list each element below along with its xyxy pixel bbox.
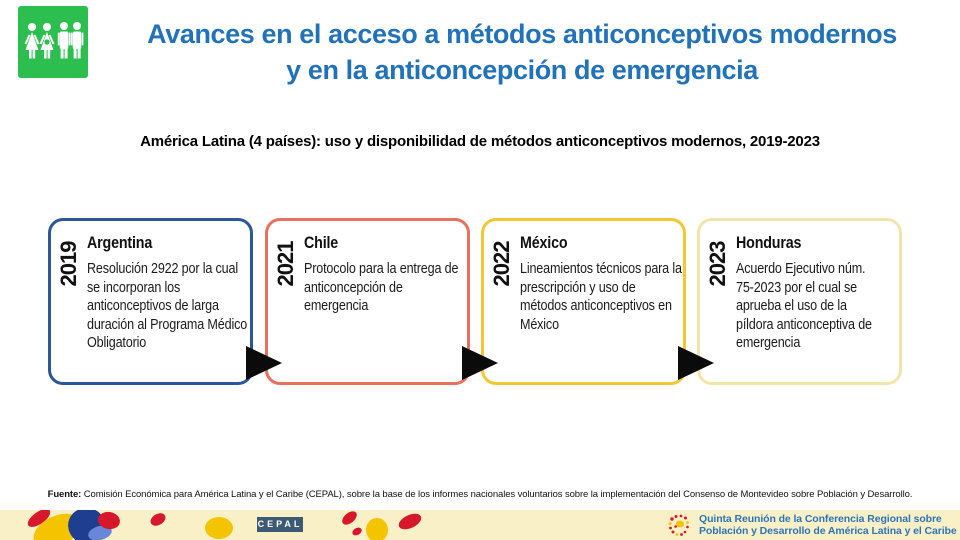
conference-title-line1: Quinta Reunión de la Conferencia Regional sobre <box>699 513 942 525</box>
timeline-country: México <box>520 233 568 252</box>
source-note <box>40 489 920 500</box>
decorative-dot <box>366 518 388 540</box>
conference-logo <box>666 513 691 538</box>
decorative-dot <box>340 510 359 527</box>
timeline-box-mexico <box>481 218 686 385</box>
source-label: Fuente: <box>47 489 82 500</box>
timeline-country: Chile <box>304 233 339 252</box>
timeline-year: 2022 <box>489 241 514 287</box>
cepal-logo: CEPAL <box>257 517 303 532</box>
timeline-country: Argentina <box>87 233 153 252</box>
decorative-dot <box>148 511 167 529</box>
timeline-description: Lineamientos técnicos para la prescripción y uso de métodos anticonceptivos en México <box>520 260 682 333</box>
arrow-right-icon <box>246 346 282 380</box>
decorative-dot <box>205 517 233 539</box>
arrow-right-icon <box>678 346 714 380</box>
decorative-dot <box>396 511 423 533</box>
timeline-year: 2019 <box>56 241 81 287</box>
conference-title <box>699 514 957 537</box>
slide-title-line2: y en la anticoncepción de emergencia <box>286 55 758 85</box>
source-text: Comisión Económica para América Latina y el Caribe (CEPAL), sobre la base de los informes nacionales voluntarios sobre la implementación del Consenso de Montevideo sobre Población y Desarrollo. <box>81 489 913 500</box>
chart-subtitle: América Latina (4 países): uso y disponibilidad de métodos anticonceptivos modernos, 2019-2023 <box>140 133 820 150</box>
timeline-description: Acuerdo Ejecutivo núm. 75-2023 por el cual se aprueba el uso de la píldora anticonceptiva de emergencia <box>736 260 872 352</box>
timeline-year: 2023 <box>705 241 730 287</box>
slide-title <box>100 16 944 88</box>
timeline-box-honduras <box>697 218 902 385</box>
timeline-description: Protocolo para la entrega de anticoncepción de emergencia <box>304 260 459 315</box>
conference-title-line2: Población y Desarrollo de América Latina y el Caribe <box>699 524 957 537</box>
footer-band <box>0 510 960 540</box>
timeline-description: Resolución 2922 por la cual se incorporan los anticonceptivos de larga duración al Programa Médico Obligatorio <box>87 260 248 352</box>
timeline-year: 2021 <box>273 241 298 287</box>
arrow-right-icon <box>462 346 498 380</box>
timeline-box-argentina <box>48 218 253 385</box>
timeline-country: Honduras <box>736 233 802 252</box>
slide-title-line1: Avances en el acceso a métodos anticonceptivos modernos <box>147 19 897 49</box>
timeline-box-chile <box>265 218 470 385</box>
family-planning-icon <box>18 6 88 78</box>
decorative-dot <box>351 526 363 537</box>
